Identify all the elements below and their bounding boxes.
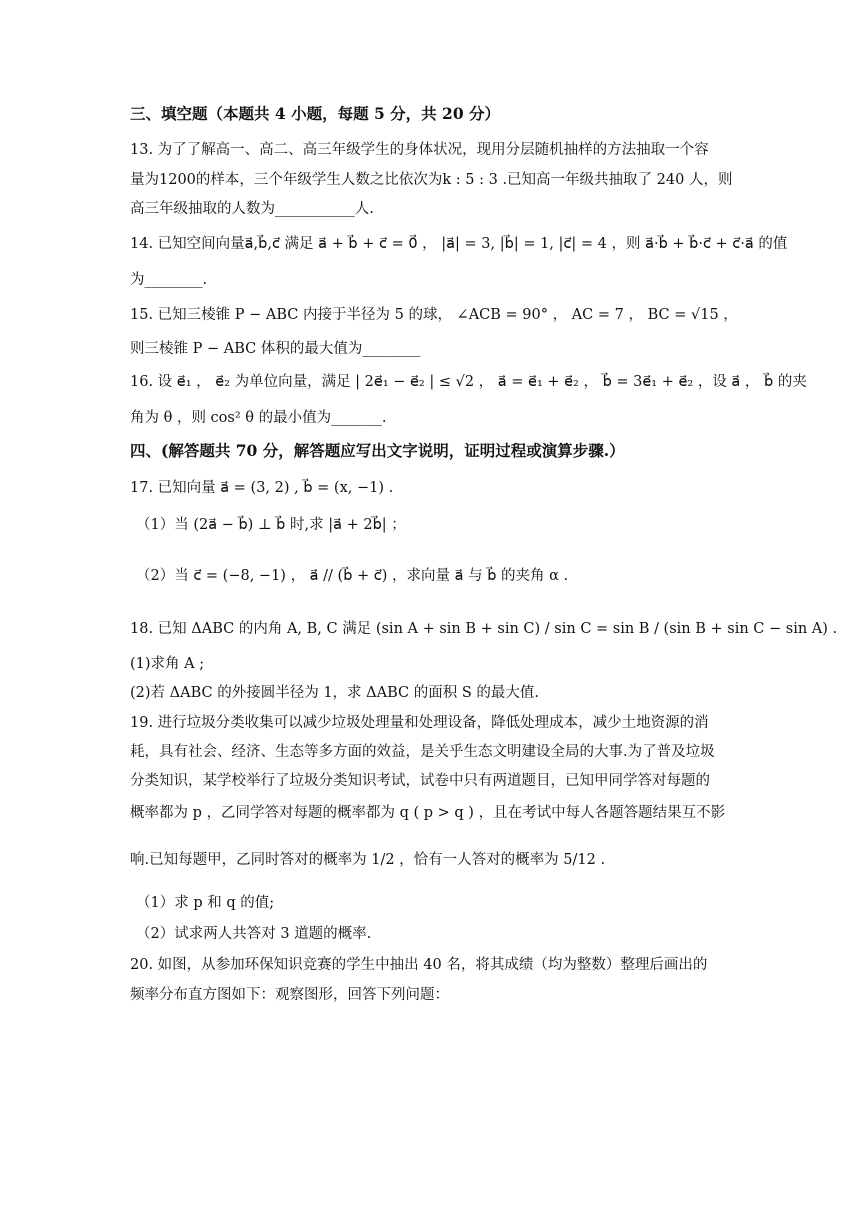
- q13-line-3: 高三年级抽取的人数为___________人.: [130, 201, 374, 217]
- q14-line-1: 14. 已知空间向量a⃗,b⃗,c⃗ 满足 a⃗ + b⃗ + c⃗ = 0⃗ ， |a⃗| = 3, |b⃗| = 1, |c⃗| = 4 ，则 a⃗·b⃗ + b⃗·c⃗ + c⃗·a⃗ 的值: [130, 236, 788, 252]
- q18-line-1: 18. 已知 ΔABC 的内角 A, B, C 满足 (sin A + sin B + sin C) / sin C = sin B / (sin B + sin C − sin A) .: [130, 621, 838, 637]
- q19-line-3: 分类知识，某学校举行了垃圾分类知识考试，试卷中只有两道题目，已知甲同学答对每题的: [130, 773, 710, 789]
- q13-line-1: 13. 为了了解高一、高二、高三年级学生的身体状况，现用分层随机抽样的方法抽取一个容: [130, 142, 709, 158]
- q19-part-2: （2）试求两人共答对 3 道题的概率.: [136, 926, 372, 942]
- q14-line-2: 为________.: [130, 272, 208, 288]
- q13-line-2: 量为1200的样本，三个年级学生人数之比依次为k : 5 : 3 .已知高一年级共抽取了 240 人，则: [130, 172, 733, 188]
- q20-line-2: 频率分布直方图如下：观察图形，回答下列问题：: [130, 987, 449, 1003]
- q17-part-2: （2）当 c⃗ = (−8, −1) ， a⃗ // (b⃗ + c⃗) ，求向量 a⃗ 与 b⃗ 的夹角 α .: [136, 568, 569, 584]
- q19-line-4: 概率都为 p ，乙同学答对每题的概率都为 q ( p > q ) ，且在考试中每人各题答题结果互不影: [130, 805, 726, 821]
- section-4-heading: 四、(解答题共 70 分，解答题应写出文字说明，证明过程或演算步骤.）: [130, 441, 625, 460]
- q15-line-2: 则三棱锥 P − ABC 体积的最大值为________: [130, 341, 421, 357]
- section-3-heading: 三、填空题（本题共 4 小题，每题 5 分，共 20 分）: [130, 104, 501, 123]
- q17-line-1: 17. 已知向量 a⃗ = (3, 2) , b⃗ = (x, −1) .: [130, 480, 394, 496]
- q15-line-1: 15. 已知三棱锥 P − ABC 内接于半径为 5 的球， ∠ACB = 90° ， AC = 7 ， BC = √15 ，: [130, 307, 738, 323]
- q19-line-5: 响.已知每题甲，乙同时答对的概率为 1/2 ，恰有一人答对的概率为 5/12 .: [130, 852, 606, 868]
- q19-line-2: 耗，具有社会、经济、生态等多方面的效益，是关乎生态文明建设全局的大事.为了普及垃圾: [130, 744, 715, 760]
- q16-line-2: 角为 θ ，则 cos² θ 的最小值为_______.: [130, 410, 387, 426]
- q20-line-1: 20. 如图，从参加环保知识竞赛的学生中抽出 40 名，将其成绩（均为整数）整理后画出的: [130, 957, 708, 973]
- q17-part-1: （1）当 (2a⃗ − b⃗) ⊥ b⃗ 时,求 |a⃗ + 2b⃗| ；: [136, 517, 406, 533]
- q18-part-1: (1)求角 A ;: [130, 656, 205, 672]
- q19-line-1: 19. 进行垃圾分类收集可以减少垃圾处理量和处理设备，降低处理成本，减少土地资源的消: [130, 715, 709, 731]
- q18-part-2: (2)若 ΔABC 的外接圆半径为 1，求 ΔABC 的面积 S 的最大值.: [130, 685, 539, 701]
- q19-part-1: （1）求 p 和 q 的值;: [136, 895, 275, 911]
- q16-line-1: 16. 设 e⃗₁ ， e⃗₂ 为单位向量，满足 | 2e⃗₁ − e⃗₂ | ≤ √2 ， a⃗ = e⃗₁ + e⃗₂ ， b⃗ = 3e⃗₁ + e⃗₂ ，设 a⃗ ， b⃗ 的夹: [130, 374, 807, 390]
